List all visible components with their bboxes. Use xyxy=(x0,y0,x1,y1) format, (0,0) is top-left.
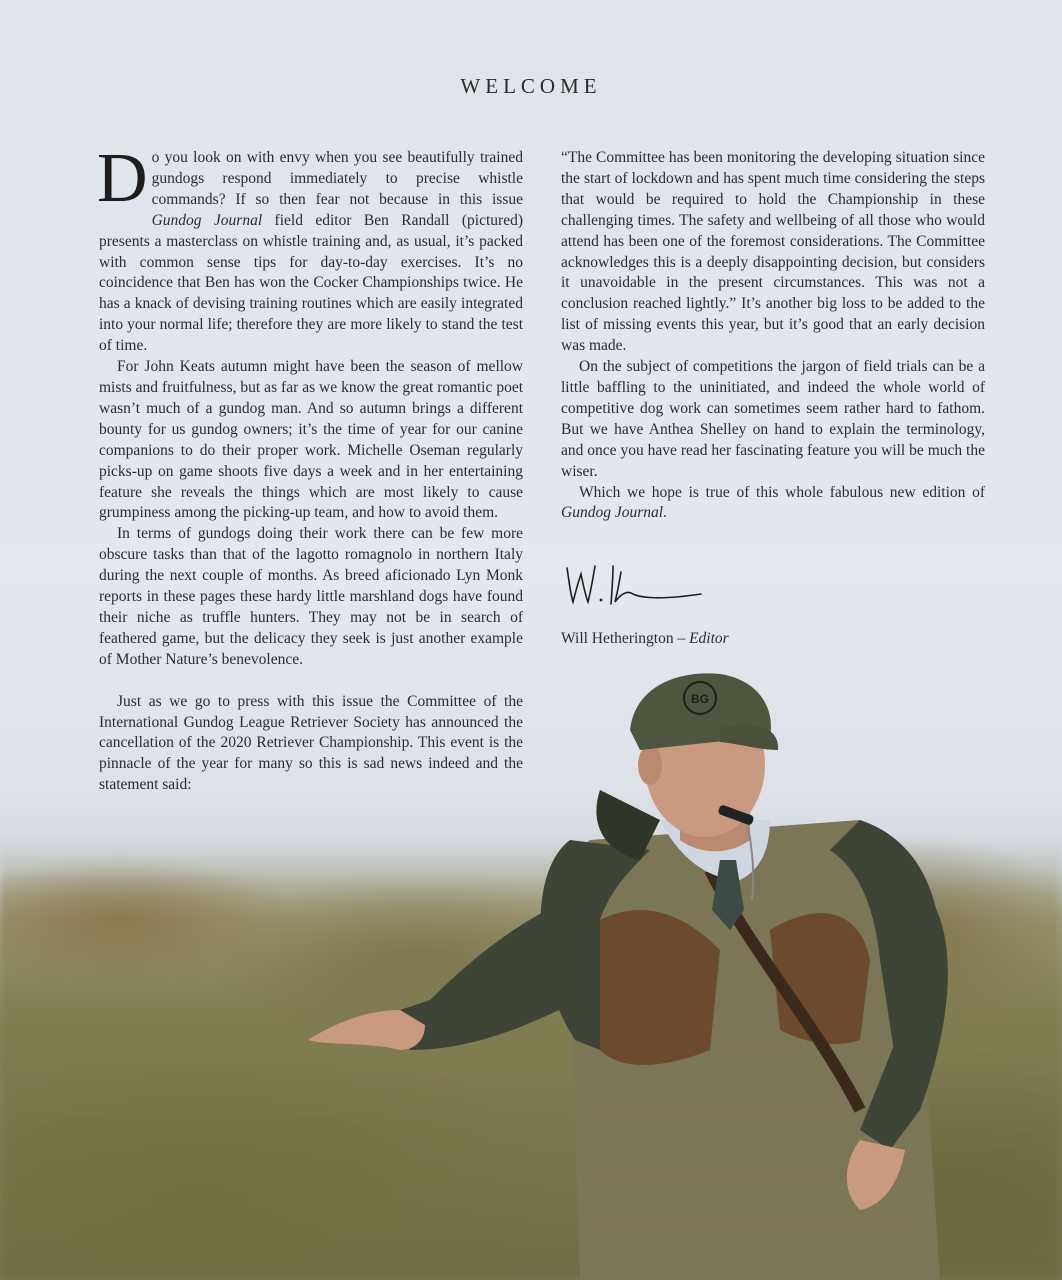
paragraph-championship: Just as we go to press with this issue the Committee of the International Gundog League Retriever Society has announced the cancellation of the 2020 Retriever Championship. This event is the pinnacle of the year for many so this is sad news indeed and the statement said: xyxy=(99,692,523,794)
editor-signature xyxy=(561,560,711,616)
paragraph-committee-quote: “The Committee has been monitoring the developing situation since the start of lockdown and has spent much time considering the steps that would be required to hold the Championship in these challenging times. The safety and wellbeing of all those who would attend has been one of the foremost considerations. The Committee acknowledges this is a deeply disappointing decision, but considers it unavoidable in the present circumstances. This was not a conclusion reached lightly.” It’s another big loss to be added to the list of missing events this year, but it’s good that an early decision was made. xyxy=(561,149,985,355)
closing-text-b: . xyxy=(663,504,667,522)
intro-text-b: field editor Ben Randall (pictured) presents a masterclass on whistle training and, as usual, it’s packed with common sense tips for day-to-day exercises. It’s no coincidence that Ben has won the Cocker Championships twice. He has a knack of devising training routines which are easily integrated into your normal life; therefore they are more likely to stand the test of time. xyxy=(99,211,524,355)
cap-badge-text: BG xyxy=(691,692,709,706)
paragraph-intro xyxy=(97,140,524,357)
signature-dash: – xyxy=(673,630,690,647)
magazine-name-closing: Gundog Journal xyxy=(561,504,664,522)
paragraph-field-trials: On the subject of competitions the jargon of field trials can be a little baffling to the uninitiated, and indeed the whole world of competitive dog work can sometimes seem rather hard to fathom. But we have Anthea Shelley on hand to explain the terminology, and once you have read her fascinating feature you will be much the wiser. xyxy=(561,358,985,480)
right-text-column xyxy=(561,148,985,524)
paragraph-keats: For John Keats autumn might have been the season of mellow mists and fruitfulness, but as far as we know the great romantic poet wasn’t much of a gundog man. And so autumn brings a different bounty for us gundog owners; it’s the time of year for our canine companions to do their proper work. Michelle Oseman regularly picks-up on game shoots five days a week and in her entertaining feature she reveals the things which are most likely to cause grumpiness among the picking-up team, and how to avoid them. xyxy=(99,358,523,522)
page-title: WELCOME xyxy=(460,74,602,98)
paragraph-closing xyxy=(561,483,985,525)
drop-cap: D xyxy=(97,140,148,217)
editor-role: Editor xyxy=(689,630,729,647)
intro-text-a: o you look on with envy when you see beautifully trained gundogs respond immediately to precise whistle commands? If so then fear not because in this issue xyxy=(151,149,523,208)
editor-photo xyxy=(300,670,1000,1280)
magazine-name: Gundog Journal xyxy=(151,211,263,229)
signature-caption xyxy=(561,630,729,648)
closing-text-a: Which we hope is true of this whole fabulous new edition of xyxy=(579,483,985,501)
paragraph-lagotto: In terms of gundogs doing their work there can be few more obscure tasks than that of the lagotto romagnolo in northern Italy during the next couple of months. As breed aficionado Lyn Monk reports in these pages these hardy little marshland dogs have found their niche as truffle hunters. They may not be in search of feathered game, but the delicacy they seek is just another example of Mother Nature’s benevolence. xyxy=(99,525,523,668)
editor-name: Will Hetherington xyxy=(561,630,674,647)
